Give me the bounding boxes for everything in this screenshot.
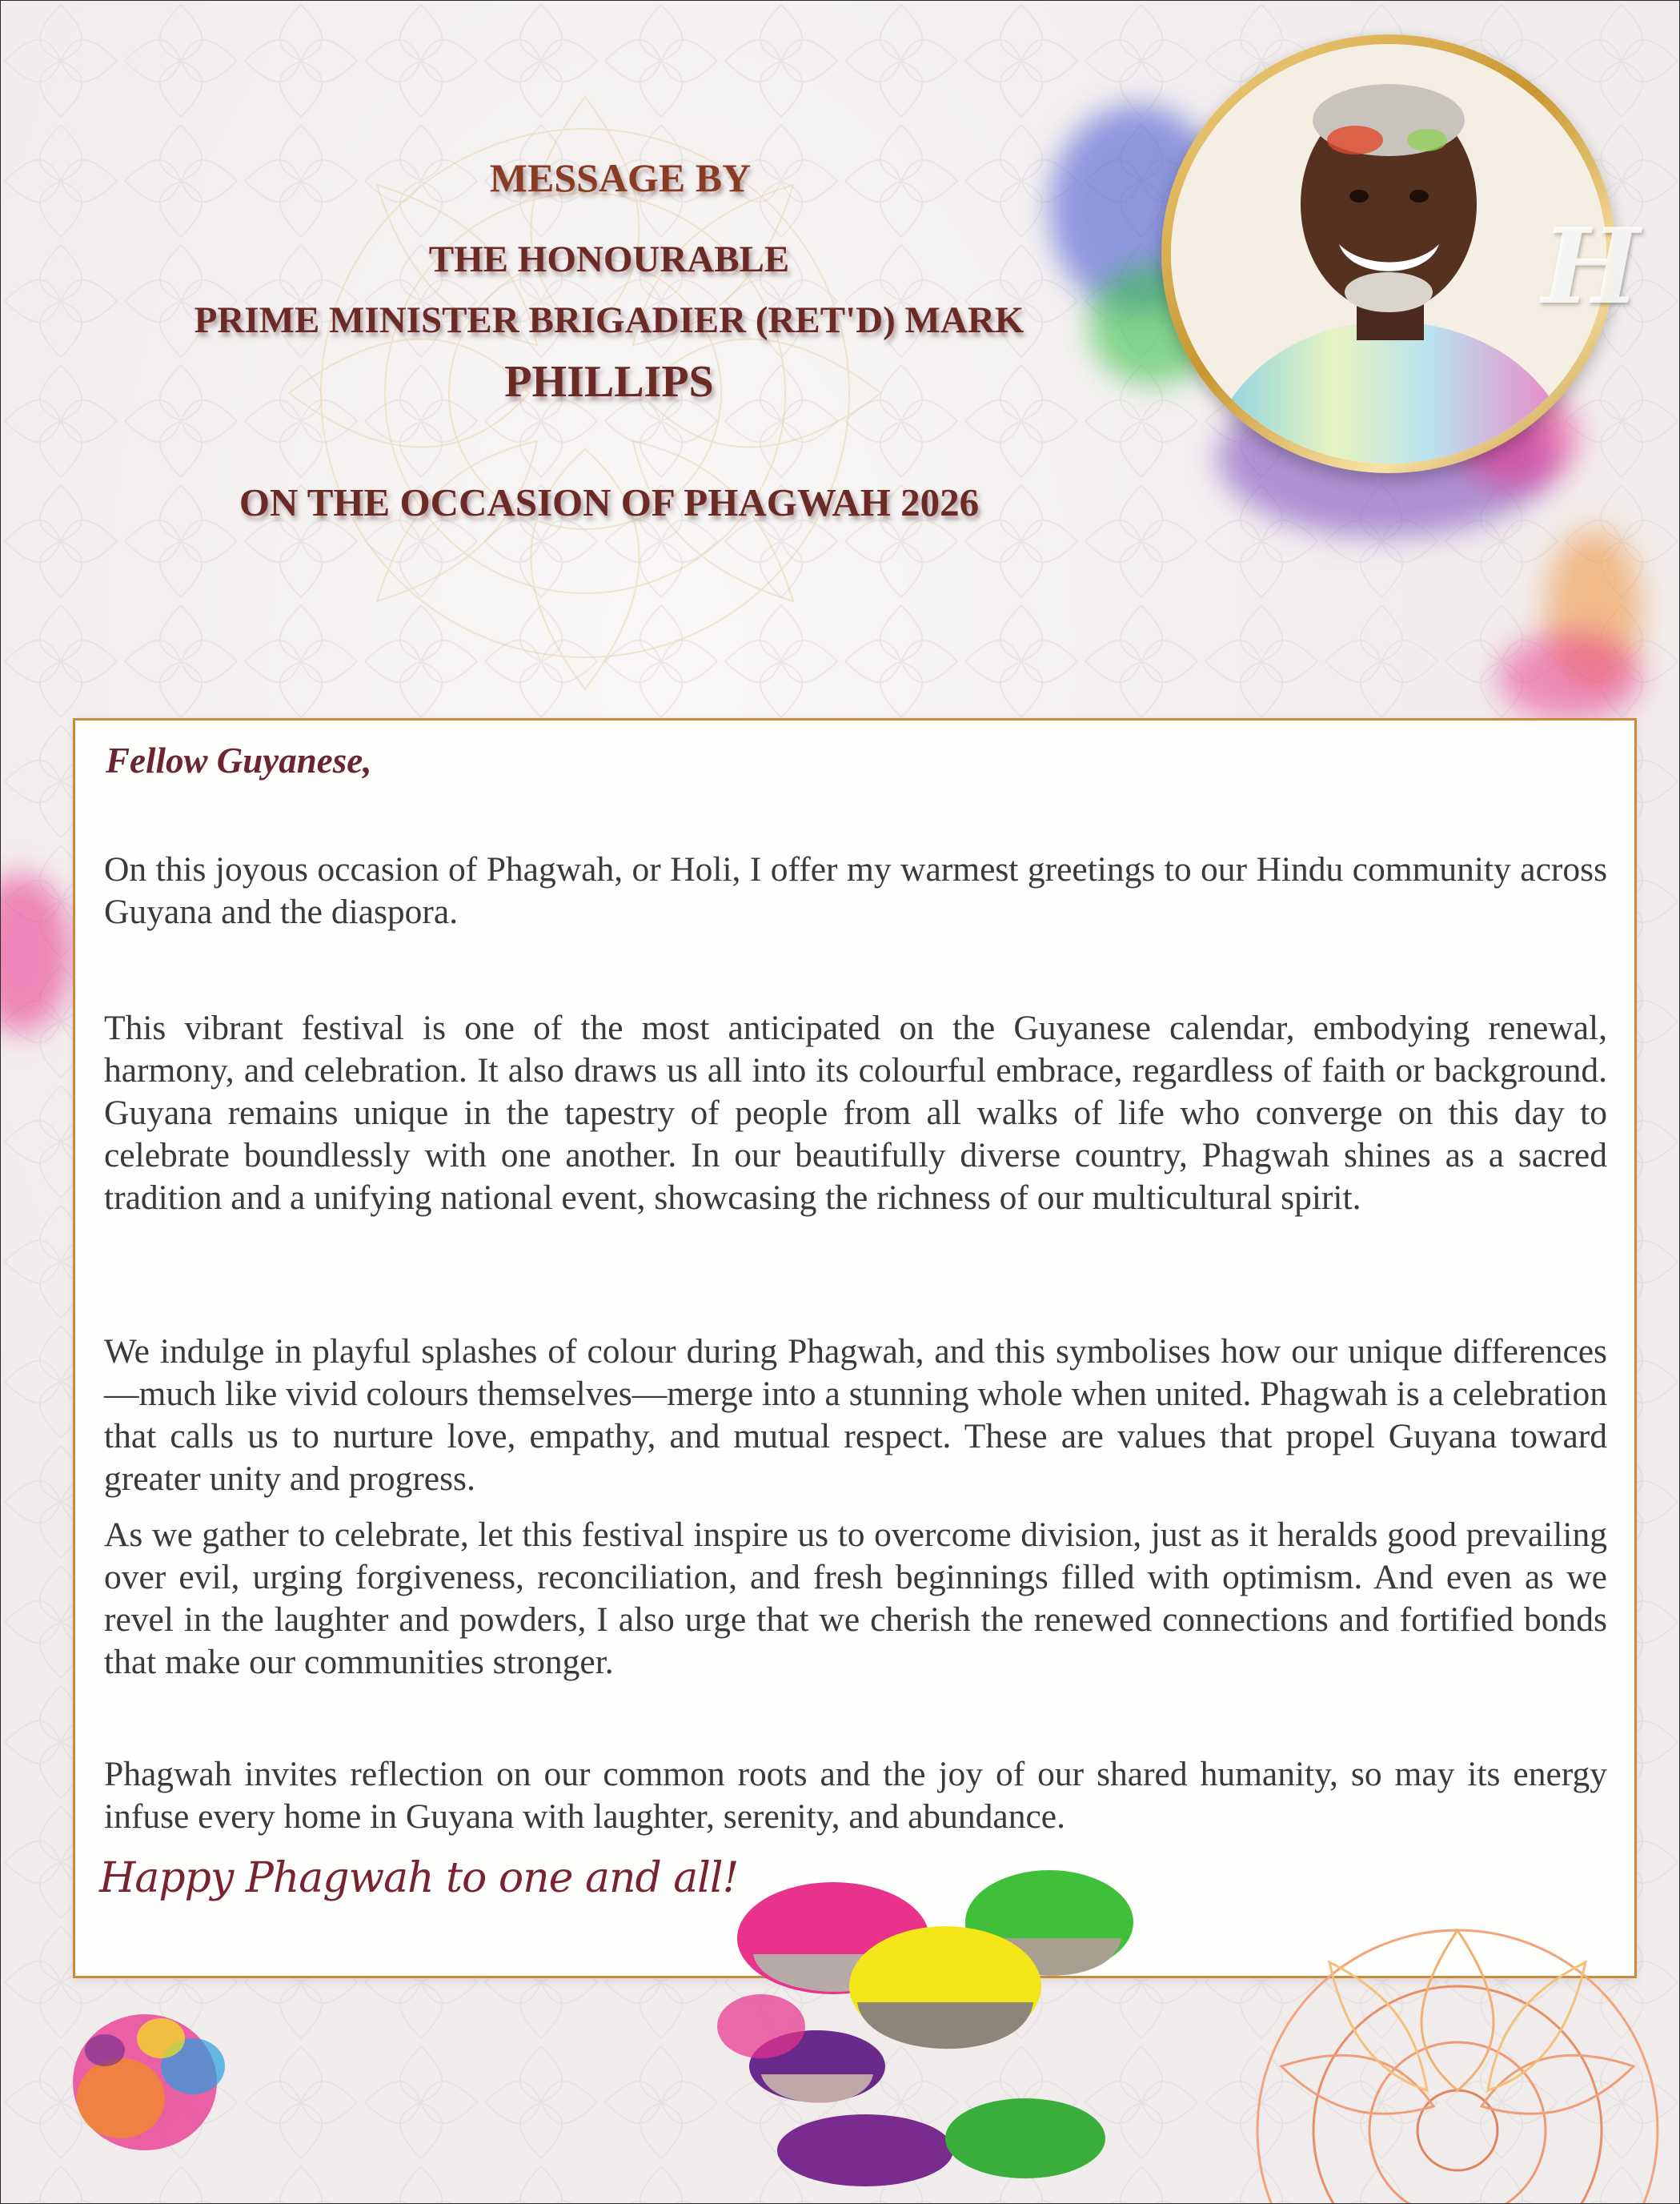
paragraph-2: This vibrant festival is one of the most anticipated on the Guyanese calendar, embodying renewal, harmony, and celebration. It also draws us all into its colourful embrace, regardless of faith or background. Guyana remains unique in the tapestry of people from all walks of life who converge on this day to celebrate boundlessly with one another. In our beautifully diverse country, Phagwah shines as a sacred tradition and a unifying national event, showcasing the richness of our multicultural spirit. <box>104 1009 1607 1217</box>
salutation: Fellow Guyanese, <box>106 741 372 781</box>
pink-splash-right <box>1498 633 1642 721</box>
message-header <box>1 1 1217 609</box>
color-burst <box>33 1962 297 2202</box>
closing-greeting: Happy Phagwah to one and all! <box>99 1854 739 1902</box>
powder-bowls-illustration <box>713 1834 1193 2202</box>
paragraph-5: Phagwah invites reflection on our common roots and the joy of our shared humanity, so may its energy infuse every home in Guyana with laughter, serenity, and abundance. <box>104 1755 1607 1836</box>
header-occasion: ON THE OCCASION OF PHAGWAH 2026 <box>239 480 980 524</box>
paragraph-3: We indulge in playful splashes of colour during Phagwah, and this symbolises how our unique differences—much like vivid colours themselves—merge into a stunning whole when united. Phagwah is a celebration that calls us to nurture love, empathy, and mutual respect. These are values that propel Guyana toward greater unity and progress. <box>104 1332 1607 1498</box>
header-prime-minister-title: PRIME MINISTER BRIGADIER (RET'D) MARK <box>194 299 1024 341</box>
watermark-letter: H <box>1542 205 1640 327</box>
paragraph-1: On this joyous occasion of Phagwah, or Holi, I offer my warmest greetings to our Hindu community across Guyana and the diaspora. <box>104 850 1607 931</box>
letter-box <box>73 718 1637 1978</box>
header-message-by: MESSAGE BY <box>489 155 752 200</box>
header-surname: PHILLIPS <box>504 357 714 407</box>
paragraph-4: As we gather to celebrate, let this festival inspire us to overcome division, just as it heralds good prevailing over evil, urging forgiveness, reconciliation, and fresh beginnings filled with optimism. And even as we revel in the laughter and powders, I also urge that we cherish the renewed connections and fortified bonds that make our communities stronger. <box>104 1516 1607 1681</box>
header-honourable: THE HONOURABLE <box>428 239 790 280</box>
mandala-ornament <box>1217 1866 1680 2204</box>
